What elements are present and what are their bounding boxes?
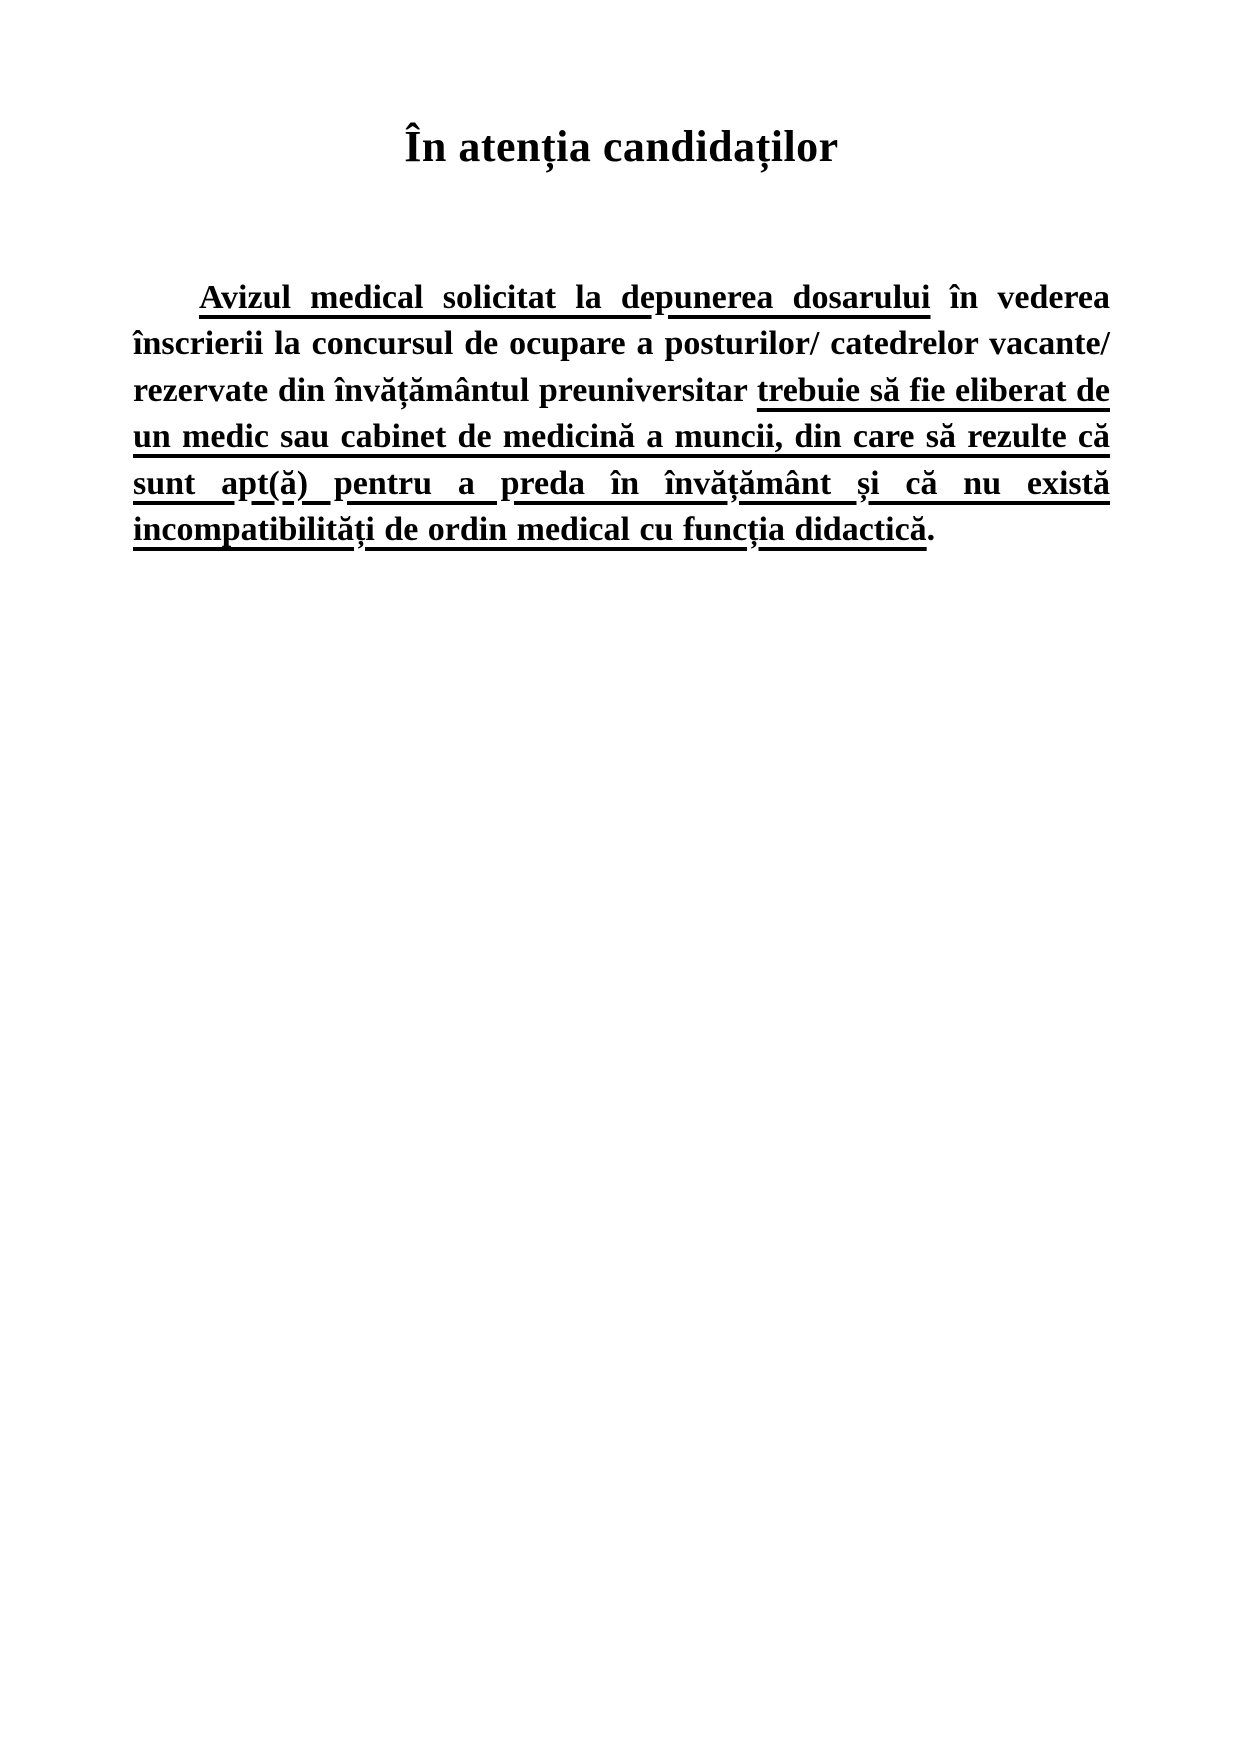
underlined-segment-trebuie-sa-fie: trebuie să fie eliberat de un medic sau cabinet de medicină a muncii, din care să rezulte că sunt apt(ă) pentru a preda în învățământ și că nu există incompatibilități de ordin medical cu funcția didactică (133, 371, 1110, 549)
final-period: . (926, 511, 936, 549)
underlined-segment-avizul-medical: Avizul medical solicitat la depunerea dosarului (199, 278, 931, 316)
body-paragraph (133, 275, 1110, 554)
plain-segment-in-vederea: în vederea înscrierii la concursul de ocupare a posturilor/ catedrelor vacante/ rezervate din învățământul preuniversitar (133, 278, 1111, 409)
document-title: În atenția candidaților (404, 122, 839, 171)
